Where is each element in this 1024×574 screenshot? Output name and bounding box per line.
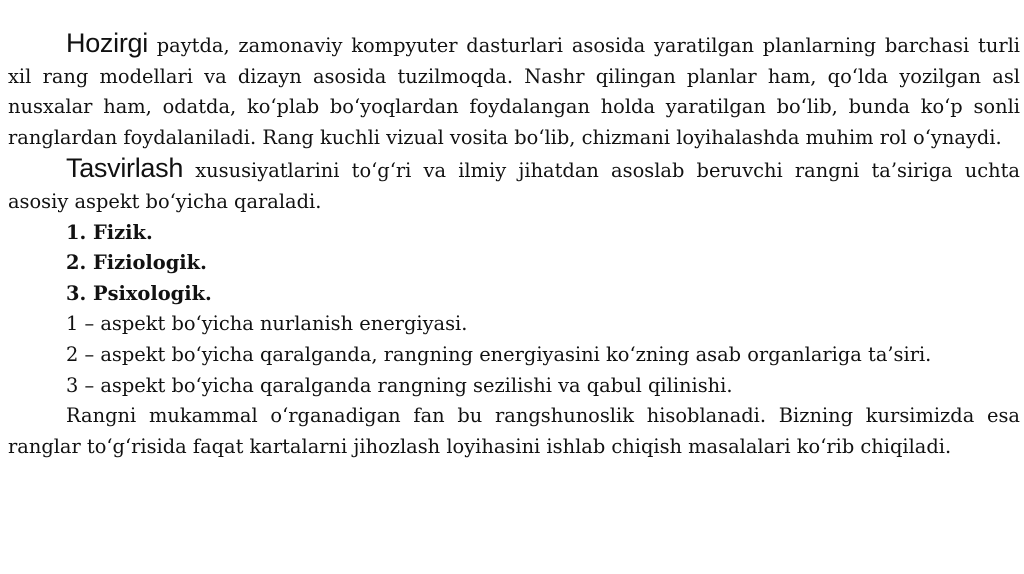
list-item-psixologik: 3. Psixologik.: [66, 281, 212, 305]
lead-word-tasvirlash: Tasvirlash: [66, 153, 184, 184]
paragraph-description-text: xususiyatlarini to‘g‘ri va ilmiy jihatdan asoslab beruvchi rangni ta’siriga uchta asosiy aspekt bo‘yicha qaraladi.: [8, 159, 1020, 213]
list-item-fiziologik: 2. Fiziologik.: [66, 251, 207, 275]
lead-word-hozirgi: Hozirgi: [66, 28, 148, 58]
slide-body: [8, 28, 1020, 462]
list-item-fizik: 1. Fizik.: [66, 220, 153, 244]
aspect-line-3: 3 – aspekt bo‘yicha qaralganda rangning sezilishi va qabul qilinishi.: [66, 373, 733, 397]
aspect-line-2: 2 – aspekt bo‘yicha qaralganda, rangning energiyasini ko‘zning asab organlariga ta’siri.: [66, 342, 932, 366]
paragraph-intro: [8, 28, 1020, 153]
paragraph-intro-text: paytda, zamonaviy kompyuter dasturlari asosida yaratilgan planlarning barchasi turli xil rang modellari va dizayn asosida tuzilmoqda. Nashr qilingan planlar ham, qo‘lda yozilgan asl nusxalar ham, odatda, ko‘plab bo‘yoqlardan foydalangan holda yaratilgan bo‘lib, bunda ko‘p sonli ranglardan foydalaniladi. Rang kuchli vizual vosita bo‘lib, chizmani loyihalashda muhim rol o‘ynaydi.: [8, 34, 1020, 149]
paragraph-description: [8, 153, 1020, 217]
aspect-line-1: 1 – aspekt bo‘yicha nurlanish energiyasi.: [66, 312, 468, 336]
paragraph-conclusion: Rangni mukammal o‘rganadigan fan bu rangshunoslik hisoblanadi. Bizning kursimizda esa ranglar to‘g‘risida faqat kartalarni jihozlash loyihasini ishlab chiqish masalalari ko‘rib chiqiladi.: [8, 404, 1020, 458]
